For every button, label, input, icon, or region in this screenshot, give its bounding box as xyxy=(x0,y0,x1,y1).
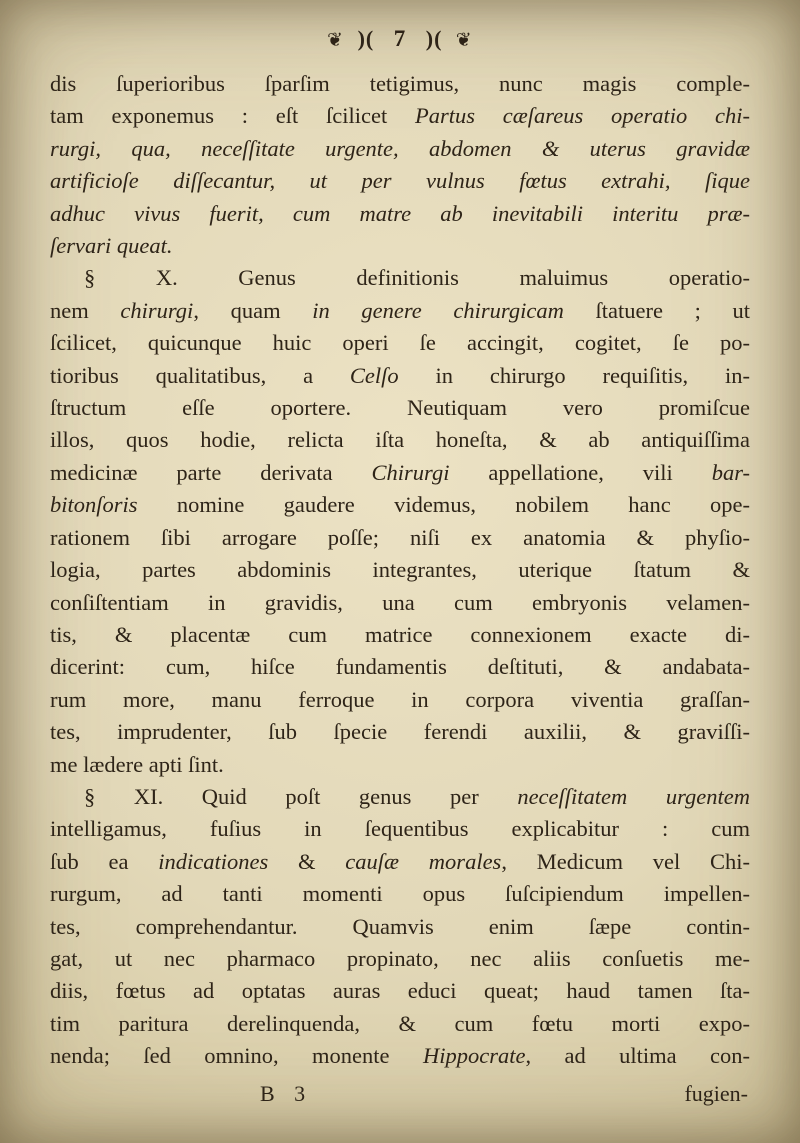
text-segment: appellatione, vili xyxy=(449,459,712,485)
text-line xyxy=(50,360,750,392)
italic-text-segment: ſervari queat. xyxy=(50,233,173,259)
text-line xyxy=(50,457,750,489)
italic-text-segment: neceſſitatem urgentem xyxy=(517,783,750,809)
italic-text-segment: Partus cæſareus operatio chi- xyxy=(415,103,750,129)
text-segment: , ad ultima con- xyxy=(525,1043,750,1069)
text-line xyxy=(50,684,750,716)
text-segment: & xyxy=(268,848,346,874)
text-segment: ſub ea xyxy=(50,848,159,874)
italic-text-segment: rurgi, qua, neceſſitate urgente, abdomen & uterus gravidæ xyxy=(50,135,750,161)
text-line xyxy=(50,651,750,683)
italic-text-segment: Celſo xyxy=(349,362,399,388)
text-segment: tam exponemus : eſt ſcilicet xyxy=(50,103,416,129)
text-segment: , quam xyxy=(193,297,313,323)
text-segment: tioribus qualitatibus, a xyxy=(50,362,350,388)
text-line xyxy=(50,327,750,359)
page-header xyxy=(50,26,750,52)
text-segment: dicerint: cum, hiſce fundamentis deſtituti, & andabata- xyxy=(50,654,750,680)
text-line xyxy=(50,424,750,456)
text-line xyxy=(50,489,750,521)
text-line xyxy=(50,68,750,100)
italic-text-segment: artificioſe diſſecantur, ut per vulnus fœtus extrahi, ſique xyxy=(50,168,750,194)
text-segment: , Medicum vel Chi- xyxy=(501,848,750,874)
text-segment: tes, imprudenter, ſub ſpecie ferendi auxilii, & graviſſi- xyxy=(50,719,750,745)
text-segment: intelligamus, fuſius in ſequentibus explicabitur : cum xyxy=(50,816,750,842)
text-segment: nem xyxy=(50,297,121,323)
text-segment: § X. Genus definitionis maluimus operatio- xyxy=(84,265,750,291)
text-line xyxy=(50,198,750,230)
fleuron-ornament-right-icon: ❦ xyxy=(455,29,473,51)
text-segment: tes, comprehendantur. Quamvis enim ſæpe contin- xyxy=(50,913,750,939)
text-segment: nomine gaudere videmus, nobilem hanc ope- xyxy=(137,492,750,518)
text-segment: § XI. Quid poſt genus per xyxy=(84,783,518,809)
text-segment: rurgum, ad tanti momenti opus ſuſcipiendum impellen- xyxy=(50,881,750,907)
page-footer xyxy=(50,1081,750,1113)
text-line xyxy=(50,165,750,197)
text-line xyxy=(50,133,750,165)
text-line xyxy=(50,846,750,878)
text-line xyxy=(50,554,750,586)
italic-text-segment: chirurgi xyxy=(120,297,194,323)
text-segment: tim paritura derelinquenda, & cum fœtu morti expo- xyxy=(50,1010,750,1036)
text-line xyxy=(50,943,750,975)
text-segment: rum more, manu ferroque in corpora viventia graſſan- xyxy=(50,686,750,712)
body-text xyxy=(50,68,750,1073)
text-line xyxy=(50,781,750,813)
text-line xyxy=(50,295,750,327)
catchword: fugien- xyxy=(684,1080,748,1106)
text-line xyxy=(50,813,750,845)
text-line xyxy=(50,911,750,943)
italic-text-segment: bar- xyxy=(711,459,750,485)
italic-text-segment: adhuc vivus fuerit, cum matre ab inevitabili interitu præ- xyxy=(50,200,750,226)
text-line xyxy=(50,522,750,554)
text-segment: medicinæ parte derivata xyxy=(50,459,372,485)
italic-text-segment: Hippocrate xyxy=(422,1043,526,1069)
text-line xyxy=(50,619,750,651)
text-segment: dis ſuperioribus ſparſim tetigimus, nunc magis comple- xyxy=(50,71,750,96)
fleuron-ornament-left-icon: ❦ xyxy=(327,29,345,51)
header-close-mark: )( xyxy=(425,26,443,51)
text-segment: logia, partes abdominis integrantes, uterique ſtatum & xyxy=(50,557,750,583)
page-number: 7 xyxy=(393,26,407,51)
text-segment: nenda; ſed omnino, monente xyxy=(50,1043,423,1069)
text-line xyxy=(50,230,750,262)
italic-text-segment: Chirurgi xyxy=(371,459,450,485)
text-segment: ſtatuere ; ut xyxy=(563,297,750,323)
text-line xyxy=(50,1040,750,1072)
text-line xyxy=(50,100,750,132)
text-line xyxy=(50,716,750,748)
text-line xyxy=(50,262,750,294)
text-segment: ſcilicet, quicunque huic operi ſe accingit, cogitet, ſe po- xyxy=(50,330,750,356)
italic-text-segment: bitonſoris xyxy=(50,492,138,518)
text-line xyxy=(50,1008,750,1040)
header-open-mark: )( xyxy=(357,26,375,51)
text-segment: ſtructum eſſe oportere. Neutiquam vero promiſcue xyxy=(50,395,750,421)
text-line xyxy=(50,392,750,424)
text-segment: rationem ſibi arrogare poſſe; niſi ex anatomia & phyſio- xyxy=(50,524,750,550)
italic-text-segment: indicationes xyxy=(158,848,269,874)
text-segment: illos, quos hodie, relicta iſta honeſta, & ab antiquiſſima xyxy=(50,427,750,453)
italic-text-segment: in genere chirurgicam xyxy=(312,297,564,323)
text-segment: tis, & placentæ cum matrice connexionem exacte di- xyxy=(50,621,750,647)
text-segment: diis, fœtus ad optatas auras educi queat; haud tamen ſta- xyxy=(50,978,750,1004)
text-segment: in chirurgo requiſitis, in- xyxy=(398,362,750,388)
text-segment: conſiſtentiam in gravidis, una cum embryonis velamen- xyxy=(50,589,750,615)
text-line xyxy=(50,878,750,910)
text-line xyxy=(50,749,750,781)
text-line xyxy=(50,975,750,1007)
text-segment: gat, ut nec pharmaco propinato, nec aliis conſuetis me- xyxy=(50,945,750,971)
italic-text-segment: cauſæ morales xyxy=(345,848,502,874)
text-line xyxy=(50,587,750,619)
text-segment: me lædere apti ſint. xyxy=(50,751,224,777)
signature-mark: B 3 xyxy=(260,1080,313,1106)
